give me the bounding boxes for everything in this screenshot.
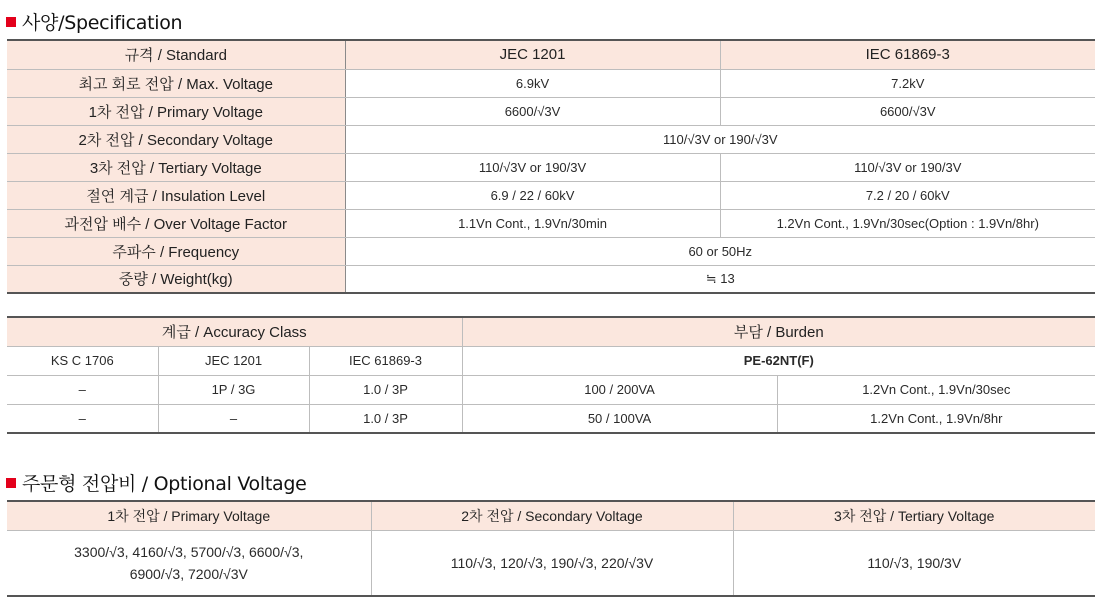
table-row	[7, 375, 1095, 404]
cell-ks: –	[7, 404, 158, 433]
cell-iec: 1.2Vn Cont., 1.9Vn/30sec(Option : 1.9Vn/8hr)	[720, 209, 1095, 237]
row-label: 중량 / Weight(kg)	[7, 265, 345, 293]
cell-merged: 60 or 50Hz	[345, 237, 1095, 265]
cell-jec: 1P / 3G	[158, 375, 309, 404]
spec-table	[7, 39, 1095, 294]
accuracy-header-row	[7, 317, 1095, 346]
primary-line-2: 6900/√3, 7200/√3V	[129, 565, 248, 582]
table-row	[7, 209, 1095, 237]
cell-iec: 7.2 / 20 / 60kV	[720, 181, 1095, 209]
accuracy-class-header: 계급 / Accuracy Class	[7, 317, 462, 346]
red-square-icon	[6, 17, 16, 27]
table-row	[7, 237, 1095, 265]
cell-burden: 100 / 200VA	[462, 375, 777, 404]
table-row	[7, 404, 1095, 433]
spec-title: 사양/Specification	[22, 12, 183, 34]
cell-factor: 1.2Vn Cont., 1.9Vn/30sec	[777, 375, 1095, 404]
row-label: 절연 계급 / Insulation Level	[7, 181, 345, 209]
table-row	[7, 97, 1095, 125]
table-row	[7, 153, 1095, 181]
cell-jec: 1.1Vn Cont., 1.9Vn/30min	[345, 209, 720, 237]
burden-header: 부담 / Burden	[462, 317, 1095, 346]
sub-ks: KS C 1706	[7, 346, 158, 375]
cell-jec: 6600/√3V	[345, 97, 720, 125]
accuracy-subheader-row	[7, 346, 1095, 375]
red-square-icon	[6, 478, 16, 488]
row-label: 최고 회로 전압 / Max. Voltage	[7, 69, 345, 97]
cell-tertiary: 110/√3, 190/3V	[733, 530, 1095, 596]
accuracy-table	[7, 316, 1095, 434]
cell-jec: –	[158, 404, 309, 433]
cell-merged: 110/√3V or 190/√3V	[345, 125, 1095, 153]
cell-factor: 1.2Vn Cont., 1.9Vn/8hr	[777, 404, 1095, 433]
header-primary: 1차 전압 / Primary Voltage	[7, 501, 371, 530]
cell-iec: 110/√3V or 190/3V	[720, 153, 1095, 181]
spec-header-label: 규격 / Standard	[7, 40, 345, 69]
cell-iec: 1.0 / 3P	[309, 404, 462, 433]
optional-heading	[6, 469, 307, 496]
cell-jec: 6.9kV	[345, 69, 720, 97]
cell-secondary: 110/√3, 120/√3, 190/√3, 220/√3V	[371, 530, 733, 596]
cell-primary	[7, 530, 371, 596]
row-label: 3차 전압 / Tertiary Voltage	[7, 153, 345, 181]
optional-title: 주문형 전압비 / Optional Voltage	[22, 473, 307, 495]
optional-table	[7, 500, 1095, 597]
table-row	[7, 530, 1095, 596]
optional-header-row	[7, 501, 1095, 530]
cell-ks: –	[7, 375, 158, 404]
primary-line-1: 3300/√3, 4160/√3, 5700/√3, 6600/√3,	[74, 543, 304, 560]
row-label: 주파수 / Frequency	[7, 237, 345, 265]
spec-header-row	[7, 40, 1095, 69]
table-row	[7, 181, 1095, 209]
cell-jec: 110/√3V or 190/3V	[345, 153, 720, 181]
table-row	[7, 265, 1095, 293]
cell-iec: 1.0 / 3P	[309, 375, 462, 404]
sub-model: PE-62NT(F)	[462, 346, 1095, 375]
cell-merged: ≒ 13	[345, 265, 1095, 293]
header-secondary: 2차 전압 / Secondary Voltage	[371, 501, 733, 530]
row-label: 2차 전압 / Secondary Voltage	[7, 125, 345, 153]
row-label: 1차 전압 / Primary Voltage	[7, 97, 345, 125]
cell-jec: 6.9 / 22 / 60kV	[345, 181, 720, 209]
header-tertiary: 3차 전압 / Tertiary Voltage	[733, 501, 1095, 530]
sub-iec: IEC 61869-3	[309, 346, 462, 375]
cell-iec: 7.2kV	[720, 69, 1095, 97]
table-row	[7, 125, 1095, 153]
spec-heading	[6, 8, 182, 35]
row-label: 과전압 배수 / Over Voltage Factor	[7, 209, 345, 237]
spec-header-iec: IEC 61869-3	[720, 40, 1095, 69]
cell-iec: 6600/√3V	[720, 97, 1095, 125]
spec-header-jec: JEC 1201	[345, 40, 720, 69]
table-row	[7, 69, 1095, 97]
cell-burden: 50 / 100VA	[462, 404, 777, 433]
sub-jec: JEC 1201	[158, 346, 309, 375]
